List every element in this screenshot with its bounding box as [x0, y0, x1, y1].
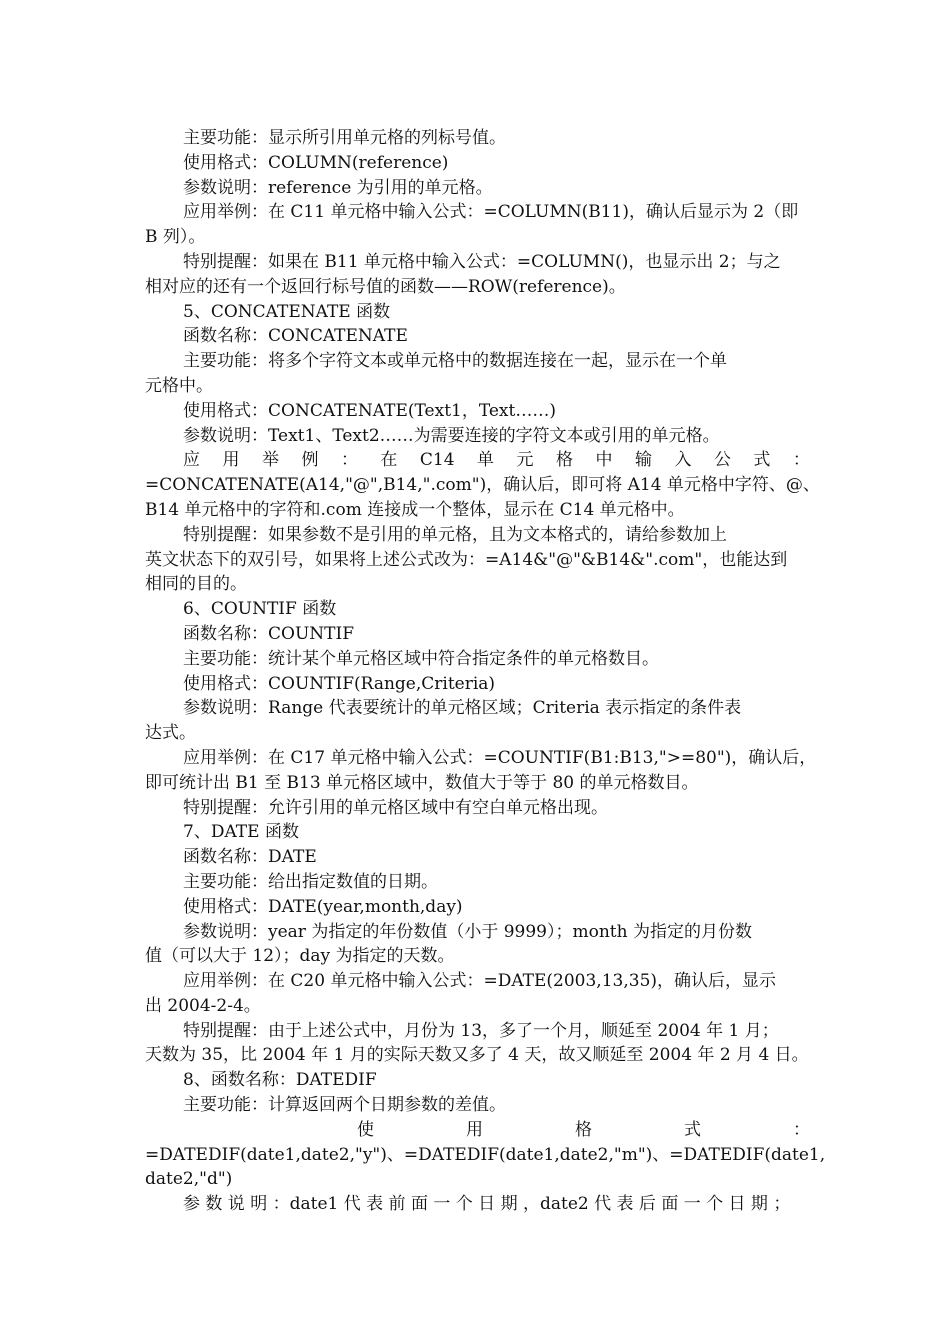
text-word: 例 [301, 450, 319, 471]
text-line: 6、COUNTIF 函数 [183, 599, 337, 620]
document-body [145, 126, 826, 1217]
text-word: 格 [575, 1119, 592, 1140]
text-line: 天数为 35，比 2004 年 1 月的实际天数又多了 4 天，故又顺延至 2004 年 2 月 4 日。 [145, 1045, 809, 1066]
text-line: 特别提醒：由于上述公式中，月份为 13，多了一个月，顺延至 2004 年 1 月； [183, 1020, 779, 1041]
text-line: 5、CONCATENATE 函数 [183, 301, 391, 322]
text-line [145, 1118, 810, 1143]
text-line: 使用格式：DATE(year,month,day) [183, 896, 463, 917]
text-line: B 列）。 [145, 227, 206, 248]
text-line: 即可统计出 B1 至 B13 单元格区域中，数值大于等于 80 的单元格数目。 [145, 772, 699, 793]
text-line: 使用格式：CONCATENATE(Text1，Text……) [183, 400, 556, 421]
text-word: 格 [556, 450, 573, 471]
text-line: 主要功能：将多个字符文本或单元格中的数据连接在一起，显示在一个单 [183, 351, 727, 372]
text-word: 举 [261, 450, 279, 471]
text-line: 主要功能：计算返回两个日期参数的差值。 [183, 1095, 506, 1116]
text-word: 使 [357, 1119, 374, 1140]
text-word: ： [793, 1119, 810, 1140]
text-word: 单 [477, 450, 495, 471]
text-line: 主要功能：显示所引用单元格的列标号值。 [183, 128, 506, 148]
text-word: ： [340, 450, 358, 471]
text-line: 函数名称：DATE [183, 847, 317, 868]
text-line: 参数说明：Text1、Text2……为需要连接的字符文本或引用的单元格。 [183, 425, 720, 446]
text-line: 函数名称：COUNTIF [183, 623, 354, 644]
text-line: 应用举例：在 C20 单元格中输入公式：=DATE(2003,13,35)，确认后，显示 [183, 971, 777, 992]
text-line: 应用举例：在 C11 单元格中输入公式：=COLUMN(B11)，确认后显示为 2（即 [183, 202, 799, 223]
text-line: 元格中。 [145, 375, 213, 396]
text-line: 主要功能：统计某个单元格区域中符合指定条件的单元格数目。 [183, 648, 659, 669]
text-line: =CONCATENATE(A14,"@",B14,".com")，确认后，即可将 A14 单元格中字符、@、 [145, 475, 820, 496]
text-line: 值（可以大于 12）；day 为指定的天数。 [145, 946, 455, 967]
text-word: C14 [419, 450, 455, 471]
text-word: 在 [380, 450, 398, 471]
text-word: 式 [684, 1119, 701, 1140]
text-line: 相同的目的。 [145, 574, 247, 595]
text-word: 入 [674, 450, 692, 471]
text-line: 7、DATE 函数 [183, 822, 299, 843]
text-line: 参数说明：reference 为引用的单元格。 [183, 177, 493, 198]
text-line: 8、函数名称：DATEDIF [183, 1070, 377, 1091]
text-line: 参 数 说 明 ：date1 代 表 前 面 一 个 日 期 ，date2 代 表 后 面 一 个 日 期 ； [183, 1194, 791, 1215]
text-line: 主要功能：给出指定数值的日期。 [183, 871, 438, 892]
text-word: 输 [634, 450, 652, 471]
text-line: 函数名称：CONCATENATE [183, 326, 408, 347]
text-word: 应 [183, 450, 200, 471]
text-word: 式 [753, 450, 771, 471]
text-word: 元 [516, 450, 534, 471]
text-line: 特别提醒：如果在 B11 单元格中输入公式：=COLUMN()，也显示出 2；与之 [183, 251, 781, 272]
text-line: 特别提醒：如果参数不是引用的单元格，且为文本格式的，请给参数加上 [183, 524, 727, 545]
text-line: 使用格式：COLUMN(reference) [183, 152, 449, 173]
text-word: 公 [713, 450, 731, 471]
text-line: 使用格式：COUNTIF(Range,Criteria) [183, 673, 496, 694]
text-line: 特别提醒：允许引用的单元格区域中有空白单元格出现。 [183, 797, 608, 818]
text-word: 用 [222, 450, 240, 471]
text-word: 用 [466, 1119, 483, 1140]
text-word: 中 [595, 450, 613, 471]
text-word: ： [792, 450, 810, 471]
text-line: B14 单元格中的字符和.com 连接成一个整体，显示在 C14 单元格中。 [145, 499, 685, 520]
text-line: 相对应的还有一个返回行标号值的函数——ROW(reference)。 [145, 276, 626, 297]
text-line: =DATEDIF(date1,date2,"y")、=DATEDIF(date1,date2,"m")、=DATEDIF(date1, [145, 1144, 826, 1165]
text-line: 应用举例：在 C17 单元格中输入公式：=COUNTIF(B1:B13,">=80")，确认后， [183, 747, 817, 768]
text-line: 英文状态下的双引号，如果将上述公式改为：=A14&"@"&B14&".com"，也能达到 [145, 549, 788, 570]
text-line: 参数说明：year 为指定的年份数值（小于 9999）；month 为指定的月份数 [183, 921, 752, 942]
text-line [145, 448, 810, 473]
text-line: date2,"d") [145, 1169, 233, 1190]
text-line: 达式。 [145, 723, 196, 744]
text-line: 参数说明：Range 代表要统计的单元格区域；Criteria 表示指定的条件表 [183, 698, 742, 719]
text-line: 出 2004-2-4。 [145, 995, 261, 1016]
